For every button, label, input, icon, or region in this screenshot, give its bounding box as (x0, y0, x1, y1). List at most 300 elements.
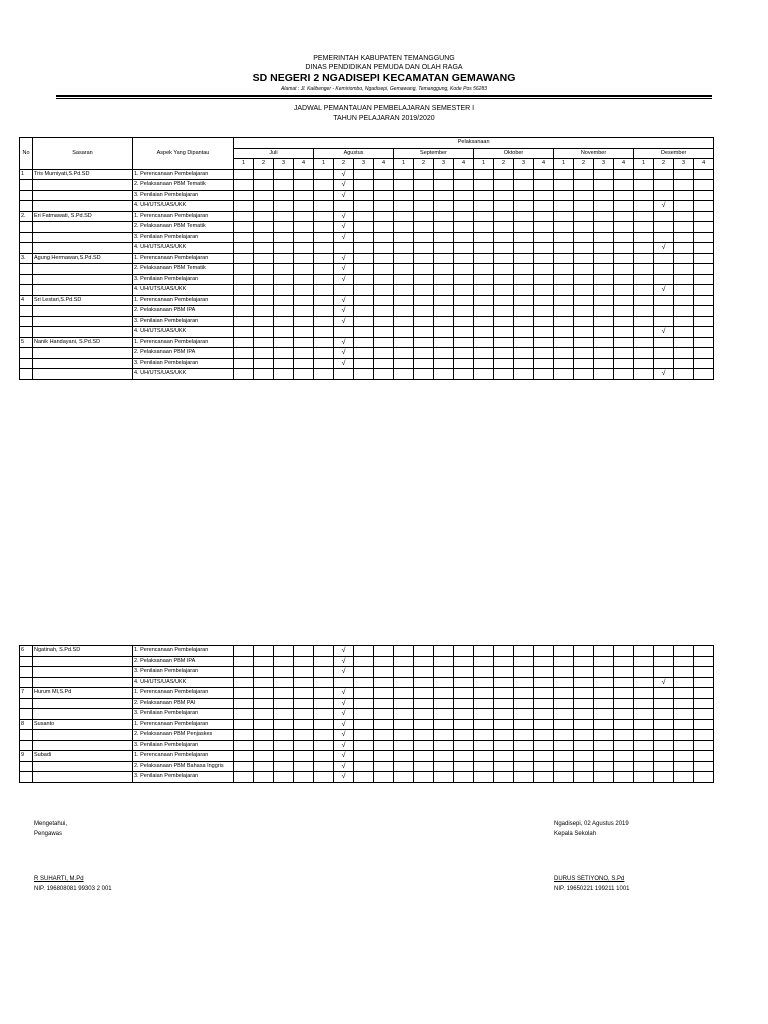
week-cell (354, 646, 374, 657)
teacher-name (33, 358, 133, 369)
week-header: 4 (694, 159, 714, 170)
week-cell (674, 719, 694, 730)
week-cell (474, 751, 494, 762)
row-number (20, 348, 33, 359)
week-header: 3 (514, 159, 534, 170)
row-number (20, 306, 33, 317)
week-cell (254, 327, 274, 338)
week-cell (594, 677, 614, 688)
week-cell (234, 709, 254, 720)
week-cell (534, 740, 554, 751)
teacher-name (33, 316, 133, 327)
table-row (20, 306, 714, 317)
teacher-name: Tris Murniyati,S.Pd.SD (33, 169, 133, 180)
week-cell (694, 348, 714, 359)
week-cell (374, 772, 394, 783)
week-cell (554, 201, 574, 212)
week-cell (354, 180, 374, 191)
week-cell (594, 306, 614, 317)
week-cell (494, 211, 514, 222)
week-header: 3 (354, 159, 374, 170)
week-cell (554, 222, 574, 233)
aspect-cell: 1. Perencanaan Pembelajaran (133, 646, 234, 657)
week-cell (614, 709, 634, 720)
week-cell (594, 772, 614, 783)
week-cell (394, 211, 414, 222)
week-cell (694, 274, 714, 285)
month-header-5: Desember (634, 148, 714, 159)
week-header: 1 (314, 159, 334, 170)
week-cell (274, 688, 294, 699)
week-cell (394, 677, 414, 688)
teacher-name: Nanik Handayani, S.Pd.SD (33, 337, 133, 348)
week-cell (334, 201, 354, 212)
week-cell (414, 740, 434, 751)
week-cell (254, 201, 274, 212)
week-cell (234, 337, 254, 348)
week-cell (694, 253, 714, 264)
week-cell (594, 656, 614, 667)
header-no: No (20, 138, 33, 170)
week-cell (434, 180, 454, 191)
aspect-cell: 2. Pelaksanaan PBM Bahasa Inggris (133, 761, 234, 772)
table-row (20, 358, 714, 369)
week-cell (434, 201, 454, 212)
week-cell (614, 740, 634, 751)
week-cell (234, 327, 254, 338)
aspect-cell: 1. Perencanaan Pembelajaran (133, 295, 234, 306)
week-cell (254, 211, 274, 222)
week-cell (494, 719, 514, 730)
week-cell (554, 719, 574, 730)
week-cell (594, 180, 614, 191)
week-cell (274, 327, 294, 338)
week-cell (554, 369, 574, 380)
week-cell (554, 761, 574, 772)
week-cell (494, 698, 514, 709)
aspect-cell: 4. UH/UTS/UAS/UKK (133, 677, 234, 688)
week-cell (554, 180, 574, 191)
week-cell (354, 667, 374, 678)
week-cell (674, 306, 694, 317)
week-cell (294, 656, 314, 667)
aspect-cell: 3. Penilaian Pembelajaran (133, 772, 234, 783)
table-row (20, 180, 714, 191)
week-cell (654, 719, 674, 730)
week-cell (594, 201, 614, 212)
week-cell (254, 369, 274, 380)
check-mark: √ (334, 232, 354, 243)
schedule-body-page-2 (20, 646, 714, 783)
week-cell (694, 264, 714, 275)
week-cell (694, 751, 714, 762)
week-cell (494, 232, 514, 243)
check-mark: √ (334, 264, 354, 275)
table-row (20, 337, 714, 348)
document-title (0, 104, 768, 123)
week-cell (294, 243, 314, 254)
week-cell (314, 327, 334, 338)
week-cell (354, 190, 374, 201)
teacher-name (33, 232, 133, 243)
week-cell (254, 667, 274, 678)
week-cell (554, 656, 574, 667)
week-cell (614, 327, 634, 338)
teacher-name (33, 327, 133, 338)
week-cell (654, 264, 674, 275)
week-cell (634, 190, 654, 201)
week-cell (554, 348, 574, 359)
week-cell (294, 369, 314, 380)
week-cell (594, 348, 614, 359)
week-cell (314, 274, 334, 285)
teacher-name (33, 190, 133, 201)
week-header: 2 (574, 159, 594, 170)
week-cell (234, 677, 254, 688)
week-cell (634, 306, 654, 317)
table-row (20, 285, 714, 296)
week-cell (614, 730, 634, 741)
table-row (20, 211, 714, 222)
teacher-name (33, 348, 133, 359)
week-cell (374, 232, 394, 243)
week-cell (494, 243, 514, 254)
week-cell (614, 751, 634, 762)
week-cell (634, 730, 654, 741)
week-cell (234, 719, 254, 730)
week-cell (414, 719, 434, 730)
week-cell (454, 337, 474, 348)
week-cell (654, 274, 674, 285)
week-cell (594, 327, 614, 338)
week-cell (354, 327, 374, 338)
week-cell (534, 772, 554, 783)
week-cell (354, 201, 374, 212)
week-cell (254, 740, 274, 751)
week-cell (434, 190, 454, 201)
week-cell (494, 274, 514, 285)
aspect-cell: 1. Perencanaan Pembelajaran (133, 688, 234, 699)
week-cell (674, 222, 694, 233)
week-cell (314, 688, 334, 699)
week-cell (474, 709, 494, 720)
week-cell (394, 295, 414, 306)
week-cell (614, 337, 634, 348)
week-cell (314, 201, 334, 212)
week-cell (294, 730, 314, 741)
week-cell (694, 285, 714, 296)
week-cell (394, 222, 414, 233)
week-cell (634, 222, 654, 233)
week-cell (574, 667, 594, 678)
week-cell (534, 646, 554, 657)
week-cell (494, 201, 514, 212)
week-cell (574, 253, 594, 264)
check-mark: √ (654, 369, 674, 380)
week-cell (594, 316, 614, 327)
row-number (20, 358, 33, 369)
week-cell (294, 253, 314, 264)
week-cell (254, 730, 274, 741)
week-header: 2 (494, 159, 514, 170)
week-cell (414, 285, 434, 296)
check-mark: √ (334, 709, 354, 720)
week-cell (354, 358, 374, 369)
week-cell (514, 243, 534, 254)
week-cell (434, 698, 454, 709)
week-cell (234, 348, 254, 359)
week-cell (434, 285, 454, 296)
week-cell (514, 337, 534, 348)
week-cell (694, 719, 714, 730)
week-cell (274, 232, 294, 243)
week-header: 1 (554, 159, 574, 170)
week-cell (494, 656, 514, 667)
week-cell (434, 316, 454, 327)
week-cell (254, 274, 274, 285)
week-cell (414, 243, 434, 254)
week-cell (574, 751, 594, 762)
week-cell (574, 264, 594, 275)
week-cell (294, 677, 314, 688)
month-header-4: November (554, 148, 634, 159)
week-cell (374, 369, 394, 380)
week-cell (454, 751, 474, 762)
teacher-name (33, 709, 133, 720)
week-cell (674, 751, 694, 762)
week-cell (654, 358, 674, 369)
week-cell (414, 264, 434, 275)
week-cell (414, 232, 434, 243)
week-cell (234, 751, 254, 762)
week-cell (394, 740, 414, 751)
title-line-1: JADWAL PEMANTAUAN PEMBELAJARAN SEMESTER I (293, 105, 475, 112)
teacher-name (33, 677, 133, 688)
week-cell (694, 169, 714, 180)
week-cell (474, 369, 494, 380)
week-cell (514, 369, 534, 380)
table-row (20, 688, 714, 699)
week-cell (254, 253, 274, 264)
week-cell (374, 243, 394, 254)
aspect-cell: 1. Perencanaan Pembelajaran (133, 751, 234, 762)
week-cell (374, 211, 394, 222)
week-cell (234, 306, 254, 317)
week-cell (694, 316, 714, 327)
week-cell (454, 709, 474, 720)
week-cell (414, 180, 434, 191)
week-cell (314, 285, 334, 296)
week-cell (674, 772, 694, 783)
week-cell (374, 751, 394, 762)
week-cell (454, 253, 474, 264)
teacher-name (33, 740, 133, 751)
week-cell (694, 772, 714, 783)
row-number: 8 (20, 719, 33, 730)
week-cell (514, 761, 534, 772)
week-cell (294, 667, 314, 678)
week-cell (674, 253, 694, 264)
week-cell (274, 180, 294, 191)
week-cell (254, 751, 274, 762)
week-cell (554, 646, 574, 657)
week-cell (614, 656, 634, 667)
week-cell (454, 306, 474, 317)
week-cell (314, 719, 334, 730)
week-cell (374, 201, 394, 212)
week-cell (394, 306, 414, 317)
week-cell (654, 180, 674, 191)
week-cell (314, 295, 334, 306)
week-cell (554, 274, 574, 285)
week-cell (574, 327, 594, 338)
week-cell (574, 730, 594, 741)
row-number (20, 730, 33, 741)
teacher-name: Hurum Ml,S.Pd (33, 688, 133, 699)
letterhead-rule-thick (56, 95, 712, 97)
week-cell (594, 667, 614, 678)
week-cell (474, 285, 494, 296)
week-cell (274, 751, 294, 762)
week-cell (234, 688, 254, 699)
week-cell (434, 222, 454, 233)
week-cell (294, 348, 314, 359)
row-number (20, 316, 33, 327)
week-cell (634, 180, 654, 191)
week-cell (394, 243, 414, 254)
week-cell (314, 243, 334, 254)
table-row (20, 243, 714, 254)
week-cell (634, 243, 654, 254)
week-cell (474, 772, 494, 783)
week-cell (234, 656, 254, 667)
week-cell (654, 688, 674, 699)
week-cell (594, 698, 614, 709)
week-cell (634, 232, 654, 243)
check-mark: √ (654, 677, 674, 688)
week-cell (534, 709, 554, 720)
teacher-name (33, 730, 133, 741)
week-cell (394, 751, 414, 762)
week-cell (454, 327, 474, 338)
week-cell (534, 180, 554, 191)
week-cell (374, 169, 394, 180)
table-row (20, 709, 714, 720)
week-cell (314, 667, 334, 678)
week-cell (434, 751, 454, 762)
schedule-table-continued (19, 645, 714, 783)
week-cell (294, 180, 314, 191)
week-cell (594, 169, 614, 180)
week-cell (254, 772, 274, 783)
week-cell (474, 348, 494, 359)
row-number (20, 190, 33, 201)
week-cell (414, 698, 434, 709)
week-cell (554, 772, 574, 783)
week-cell (294, 740, 314, 751)
week-cell (654, 667, 674, 678)
week-cell (634, 295, 654, 306)
week-cell (294, 316, 314, 327)
week-cell (254, 285, 274, 296)
week-cell (274, 295, 294, 306)
week-cell (534, 306, 554, 317)
week-cell (534, 348, 554, 359)
week-cell (454, 688, 474, 699)
week-cell (434, 719, 454, 730)
week-cell (374, 740, 394, 751)
week-cell (434, 337, 454, 348)
table-row (20, 740, 714, 751)
aspect-cell: 3. Penilaian Pembelajaran (133, 709, 234, 720)
week-cell (374, 677, 394, 688)
week-cell (534, 253, 554, 264)
week-cell (634, 348, 654, 359)
week-cell (254, 169, 274, 180)
week-cell (614, 253, 634, 264)
aspect-cell: 1. Perencanaan Pembelajaran (133, 169, 234, 180)
week-header: 1 (634, 159, 654, 170)
week-cell (274, 190, 294, 201)
week-cell (534, 337, 554, 348)
week-cell (354, 285, 374, 296)
week-cell (534, 730, 554, 741)
check-mark: √ (334, 358, 354, 369)
week-cell (494, 180, 514, 191)
week-cell (514, 719, 534, 730)
week-cell (494, 327, 514, 338)
week-cell (454, 190, 474, 201)
week-cell (654, 306, 674, 317)
teacher-name (33, 761, 133, 772)
week-cell (694, 211, 714, 222)
week-cell (494, 348, 514, 359)
week-cell (574, 348, 594, 359)
week-cell (454, 201, 474, 212)
week-cell (274, 709, 294, 720)
row-number (20, 761, 33, 772)
week-cell (674, 295, 694, 306)
week-cell (474, 201, 494, 212)
week-cell (514, 656, 534, 667)
week-cell (354, 709, 374, 720)
check-mark: √ (334, 698, 354, 709)
week-header: 2 (414, 159, 434, 170)
week-cell (414, 169, 434, 180)
row-number (20, 740, 33, 751)
week-cell (254, 180, 274, 191)
week-cell (314, 698, 334, 709)
week-cell (414, 306, 434, 317)
week-cell (614, 211, 634, 222)
week-header: 3 (434, 159, 454, 170)
week-cell (394, 698, 414, 709)
aspect-cell: 2. Pelaksanaan PBM PAI (133, 698, 234, 709)
week-cell (654, 772, 674, 783)
week-cell (574, 222, 594, 233)
table-row (20, 190, 714, 201)
week-cell (454, 243, 474, 254)
week-cell (514, 316, 534, 327)
week-cell (494, 190, 514, 201)
week-cell (694, 232, 714, 243)
week-cell (634, 316, 654, 327)
week-cell (634, 211, 654, 222)
week-header: 4 (454, 159, 474, 170)
week-cell (274, 211, 294, 222)
week-cell (274, 358, 294, 369)
week-cell (574, 211, 594, 222)
